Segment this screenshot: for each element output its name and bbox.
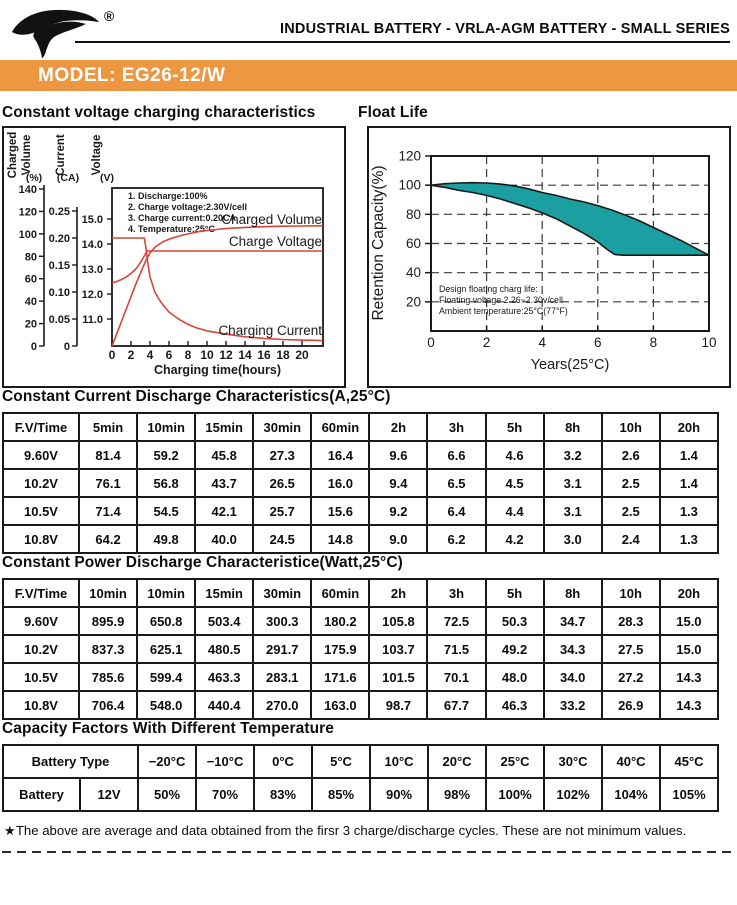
model-banner-label: MODEL: EG26-12/W xyxy=(38,65,226,86)
table-cell: 463.3 xyxy=(195,663,253,691)
table-cell: 98.7 xyxy=(369,691,427,719)
table-cell: 3h xyxy=(427,413,485,441)
table-cell: 101.5 xyxy=(369,663,427,691)
svg-text:Voltage: Voltage xyxy=(91,134,103,176)
svg-text:0.15: 0.15 xyxy=(48,260,70,272)
svg-text:Charging time(hours): Charging time(hours) xyxy=(153,363,282,377)
table-cell: 10.8V xyxy=(3,525,79,553)
svg-text:140: 140 xyxy=(18,184,37,197)
table-cell: 76.1 xyxy=(79,469,137,497)
table-cell: 72.5 xyxy=(427,607,485,635)
svg-text:0.05: 0.05 xyxy=(48,314,70,326)
header-title: INDUSTRIAL BATTERY - VRLA-AGM BATTERY - SMALL SERIES xyxy=(280,21,730,37)
table-cell: 4.5 xyxy=(486,469,544,497)
svg-text:60: 60 xyxy=(405,236,421,252)
table-cell: F.V/Time xyxy=(3,413,79,441)
table-cell: 10.8V xyxy=(3,691,79,719)
table-cell: 85% xyxy=(312,778,370,811)
svg-text:14.0: 14.0 xyxy=(81,239,103,251)
svg-text:12: 12 xyxy=(219,348,233,362)
table-cell: 548.0 xyxy=(137,691,195,719)
svg-text:4. Temperature:25°C: 4. Temperature:25°C xyxy=(128,224,215,234)
table-cell: 6.6 xyxy=(427,441,485,469)
svg-text:100: 100 xyxy=(18,228,37,241)
svg-text:1. Discharge:100%: 1. Discharge:100% xyxy=(128,191,208,201)
table-cell: 10°C xyxy=(370,745,428,778)
table-cell: 59.2 xyxy=(137,441,195,469)
svg-text:Charge Voltage: Charge Voltage xyxy=(228,234,322,249)
table-cell: 16.4 xyxy=(311,441,369,469)
table-cell: 3.1 xyxy=(544,469,602,497)
table-cell: 71.5 xyxy=(427,635,485,663)
table-cell: 34.0 xyxy=(544,663,602,691)
table-cell: 1.4 xyxy=(660,441,718,469)
table-cell: Battery Type xyxy=(3,745,138,778)
table-cell: 28.3 xyxy=(602,607,660,635)
svg-text:8: 8 xyxy=(649,335,658,350)
table-cell: 5min xyxy=(79,413,137,441)
svg-text:Charged: Charged xyxy=(7,131,19,179)
svg-text:20: 20 xyxy=(405,294,421,310)
svg-text:20: 20 xyxy=(24,318,37,331)
bottom-dashed-divider xyxy=(2,851,735,853)
table-cell: 175.9 xyxy=(311,635,369,663)
table-cell: 105.8 xyxy=(369,607,427,635)
table-cell: 30min xyxy=(253,579,311,607)
table-cell: 26.9 xyxy=(602,691,660,719)
table-cell: 46.3 xyxy=(486,691,544,719)
svg-text:0.25: 0.25 xyxy=(48,206,70,218)
svg-text:13.0: 13.0 xyxy=(81,264,103,276)
table-cell: 30°C xyxy=(544,745,602,778)
table-cell: 100% xyxy=(486,778,544,811)
table-cell: 25°C xyxy=(486,745,544,778)
table-cell: 48.0 xyxy=(486,663,544,691)
table-cell: Battery xyxy=(3,778,80,811)
table-cell: 20°C xyxy=(428,745,486,778)
table-cell: 71.4 xyxy=(79,497,137,525)
table-cell: 706.4 xyxy=(79,691,137,719)
svg-text:Volume: Volume xyxy=(21,134,33,176)
table-cell: 81.4 xyxy=(79,441,137,469)
table-cell: 5h xyxy=(486,579,544,607)
table-cell: 291.7 xyxy=(253,635,311,663)
table-cell: 895.9 xyxy=(79,607,137,635)
table-cell: 785.6 xyxy=(79,663,137,691)
table-cell: 8h xyxy=(544,413,602,441)
table-cell: 102% xyxy=(544,778,602,811)
svg-text:0: 0 xyxy=(427,335,435,350)
table-cell: 6.2 xyxy=(427,525,485,553)
table-cell: 10.2V xyxy=(3,635,79,663)
table-cell: 60min xyxy=(311,579,369,607)
table-cell: 2.6 xyxy=(602,441,660,469)
table-cell: 650.8 xyxy=(137,607,195,635)
table-cell: 4.6 xyxy=(486,441,544,469)
table-cell: 34.3 xyxy=(544,635,602,663)
table-cell: 10min xyxy=(137,579,195,607)
table-cell: 16.0 xyxy=(311,469,369,497)
table-cell: 10min xyxy=(137,413,195,441)
table-cell: 14.3 xyxy=(660,691,718,719)
table-cell: 163.0 xyxy=(311,691,369,719)
table-cell: 9.6 xyxy=(369,441,427,469)
table-cell: 45.8 xyxy=(195,441,253,469)
table-cell: 625.1 xyxy=(137,635,195,663)
charts-row xyxy=(2,126,737,388)
current-discharge-title: Constant Current Discharge Characteristics(A,25°C) xyxy=(2,388,391,405)
svg-text:18: 18 xyxy=(276,348,290,362)
svg-text:Retention Capacity(%): Retention Capacity(%) xyxy=(370,165,387,321)
table-cell: 83% xyxy=(254,778,312,811)
svg-text:0: 0 xyxy=(108,348,116,362)
table-cell: 34.7 xyxy=(544,607,602,635)
svg-text:12.0: 12.0 xyxy=(81,289,103,301)
svg-text:20: 20 xyxy=(295,348,309,362)
table-cell: 24.5 xyxy=(253,525,311,553)
svg-text:2: 2 xyxy=(482,335,491,350)
table-cell: 599.4 xyxy=(137,663,195,691)
table-cell: 10h xyxy=(602,579,660,607)
table-cell: 6.4 xyxy=(427,497,485,525)
svg-text:6: 6 xyxy=(594,335,602,350)
svg-text:100: 100 xyxy=(398,177,421,193)
table-cell: 1.3 xyxy=(660,497,718,525)
svg-text:(CA): (CA) xyxy=(56,172,80,184)
svg-text:4: 4 xyxy=(538,335,546,350)
svg-text:2. Charge voltage:2.30V/cell: 2. Charge voltage:2.30V/cell xyxy=(128,202,248,212)
table-cell: 3.2 xyxy=(544,441,602,469)
table-cell: 9.60V xyxy=(3,607,79,635)
table-cell: 98% xyxy=(428,778,486,811)
svg-text:0.20: 0.20 xyxy=(48,233,70,245)
table-cell: 15.6 xyxy=(311,497,369,525)
table-cell: 70.1 xyxy=(427,663,485,691)
table-cell: 2.5 xyxy=(602,497,660,525)
registered-trademark-icon: ® xyxy=(104,8,115,24)
table-cell: 49.8 xyxy=(137,525,195,553)
svg-text:Design floating charg life:: Design floating charg life: xyxy=(439,284,538,294)
svg-text:0.10: 0.10 xyxy=(48,287,70,299)
table-cell: 40.0 xyxy=(195,525,253,553)
svg-text:3. Charge current:0.20CA: 3. Charge current:0.20CA xyxy=(128,213,237,223)
table-cell: 171.6 xyxy=(311,663,369,691)
table-cell: 12V xyxy=(80,778,138,811)
table-cell: 54.5 xyxy=(137,497,195,525)
table-cell: 3.0 xyxy=(544,525,602,553)
footnote: ★The above are average and data obtained from the firsr 3 charge/discharge cycles. These are not minimum values. xyxy=(4,823,687,838)
svg-text:Charged Volume: Charged Volume xyxy=(221,212,322,227)
table-cell: 30min xyxy=(253,413,311,441)
table-cell: −20°C xyxy=(138,745,196,778)
table-cell: 6.5 xyxy=(427,469,485,497)
table-cell: 2h xyxy=(369,579,427,607)
table-cell: 103.7 xyxy=(369,635,427,663)
retention-capacity-band xyxy=(431,183,709,256)
svg-text:11.0: 11.0 xyxy=(82,314,103,326)
svg-text:120: 120 xyxy=(398,148,421,164)
svg-text:40: 40 xyxy=(405,265,421,281)
svg-text:0: 0 xyxy=(63,341,70,353)
table-cell: 45°C xyxy=(660,745,718,778)
svg-text:15.0: 15.0 xyxy=(81,214,103,226)
table-cell: 27.3 xyxy=(253,441,311,469)
svg-text:Current: Current xyxy=(55,134,67,176)
table-cell: 10.2V xyxy=(3,469,79,497)
table-cell: 64.2 xyxy=(79,525,137,553)
table-cell: 1.3 xyxy=(660,525,718,553)
svg-text:120: 120 xyxy=(18,206,37,219)
table-cell: 1.4 xyxy=(660,469,718,497)
table-cell: 15.0 xyxy=(660,607,718,635)
table-cell: 25.7 xyxy=(253,497,311,525)
table-cell: 49.2 xyxy=(486,635,544,663)
svg-text:10: 10 xyxy=(200,348,214,362)
table-cell: 14.3 xyxy=(660,663,718,691)
power-discharge-title: Constant Power Discharge Characteristice(Watt,25°C) xyxy=(2,554,403,571)
table-cell: 440.4 xyxy=(195,691,253,719)
svg-text:14: 14 xyxy=(238,348,252,362)
header-divider xyxy=(75,41,730,43)
model-banner xyxy=(0,60,737,91)
table-cell: 10h xyxy=(602,413,660,441)
table-cell: 14.8 xyxy=(311,525,369,553)
table-cell: 15min xyxy=(195,413,253,441)
table-cell: 42.1 xyxy=(195,497,253,525)
svg-text:80: 80 xyxy=(24,251,37,264)
table-cell: 3.1 xyxy=(544,497,602,525)
table-cell: 480.5 xyxy=(195,635,253,663)
table-cell: 33.2 xyxy=(544,691,602,719)
table-cell: 43.7 xyxy=(195,469,253,497)
cv-chart-title: Constant voltage charging characteristics xyxy=(2,104,316,121)
svg-text:40: 40 xyxy=(24,296,37,309)
table-cell: 90% xyxy=(370,778,428,811)
table-cell: 9.0 xyxy=(369,525,427,553)
table-cell: 4.2 xyxy=(486,525,544,553)
brand-eagle-logo-icon xyxy=(8,4,103,58)
table-cell: 15.0 xyxy=(660,635,718,663)
current-discharge-table xyxy=(2,412,719,554)
table-cell: 10min xyxy=(79,579,137,607)
page-header xyxy=(0,0,737,58)
svg-text:(%): (%) xyxy=(25,172,43,184)
svg-text:0: 0 xyxy=(30,341,37,353)
float-life-title: Float Life xyxy=(358,104,428,121)
float-life-panel xyxy=(367,126,731,388)
table-cell: 105% xyxy=(660,778,718,811)
svg-text:Ambient temperature:25°C(77°F): Ambient temperature:25°C(77°F) xyxy=(439,306,568,316)
table-cell: 9.2 xyxy=(369,497,427,525)
svg-text:80: 80 xyxy=(405,206,421,222)
table-cell: 9.60V xyxy=(3,441,79,469)
svg-text:6: 6 xyxy=(165,348,173,362)
table-cell: 837.3 xyxy=(79,635,137,663)
table-cell: 2.4 xyxy=(602,525,660,553)
table-cell: 56.8 xyxy=(137,469,195,497)
svg-text:(V): (V) xyxy=(100,172,114,184)
svg-text:2: 2 xyxy=(127,348,135,362)
table-cell: 20h xyxy=(660,413,718,441)
svg-text:60: 60 xyxy=(24,273,37,286)
svg-text:Years(25°C): Years(25°C) xyxy=(530,357,610,373)
table-cell: 26.5 xyxy=(253,469,311,497)
table-cell: 2.5 xyxy=(602,469,660,497)
svg-text:10: 10 xyxy=(701,335,717,350)
table-cell: 283.1 xyxy=(253,663,311,691)
table-cell: 5h xyxy=(486,413,544,441)
svg-text:Floating voltage 2.26~2.30v/ce: Floating voltage 2.26~2.30v/cell xyxy=(439,295,563,305)
svg-text:8: 8 xyxy=(184,348,192,362)
table-cell: 180.2 xyxy=(311,607,369,635)
float-life-chart xyxy=(369,128,729,386)
svg-text:Charging Current: Charging Current xyxy=(218,323,322,338)
table-cell: 10.5V xyxy=(3,497,79,525)
table-cell: 67.7 xyxy=(427,691,485,719)
table-cell: 104% xyxy=(602,778,660,811)
table-cell: F.V/Time xyxy=(3,579,79,607)
table-cell: 60min xyxy=(311,413,369,441)
table-cell: 9.4 xyxy=(369,469,427,497)
capacity-factors-table xyxy=(2,744,719,812)
table-cell: 0°C xyxy=(254,745,312,778)
table-cell: 4.4 xyxy=(486,497,544,525)
table-cell: 50.3 xyxy=(486,607,544,635)
table-cell: 270.0 xyxy=(253,691,311,719)
table-cell: 503.4 xyxy=(195,607,253,635)
table-cell: 27.5 xyxy=(602,635,660,663)
table-cell: 70% xyxy=(196,778,254,811)
table-cell: 20h xyxy=(660,579,718,607)
capacity-factors-title: Capacity Factors With Different Temperature xyxy=(2,720,335,737)
table-cell: 8h xyxy=(544,579,602,607)
svg-text:4: 4 xyxy=(146,348,154,362)
table-cell: 300.3 xyxy=(253,607,311,635)
table-cell: 3h xyxy=(427,579,485,607)
cv-chart-panel xyxy=(2,126,346,388)
table-cell: −10°C xyxy=(196,745,254,778)
table-cell: 10.5V xyxy=(3,663,79,691)
svg-text:16: 16 xyxy=(257,348,271,362)
table-cell: 50% xyxy=(138,778,196,811)
table-cell: 5°C xyxy=(312,745,370,778)
table-cell: 15min xyxy=(195,579,253,607)
table-cell: 2h xyxy=(369,413,427,441)
cv-charging-chart xyxy=(4,128,344,386)
power-discharge-table xyxy=(2,578,719,720)
table-cell: 40°C xyxy=(602,745,660,778)
table-cell: 27.2 xyxy=(602,663,660,691)
